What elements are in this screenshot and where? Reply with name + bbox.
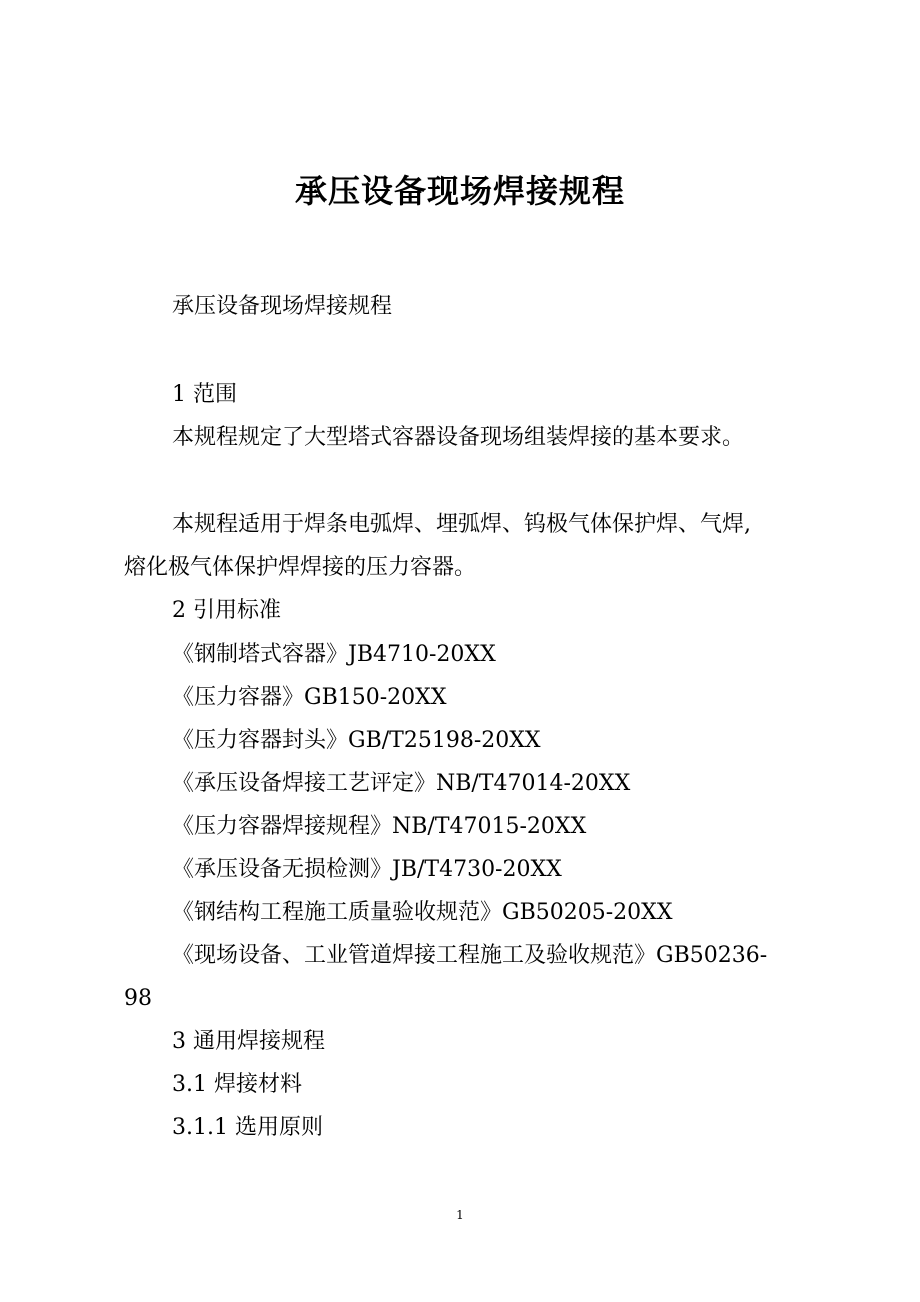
section-heading-scope: 1 范围 <box>172 382 237 407</box>
paragraph-line-continued: 熔化极气体保护焊焊接的压力容器。 <box>124 555 477 580</box>
document-title: 承压设备现场焊接规程 <box>294 172 625 210</box>
section-heading-general: 3 通用焊接规程 <box>172 1029 325 1054</box>
page-number: 1 <box>456 1208 464 1222</box>
reference-item: 《钢结构工程施工质量验收规范》GB50205-20XX <box>172 900 673 925</box>
reference-item: 《钢制塔式容器》JB4710-20XX <box>172 642 496 667</box>
reference-item: 《承压设备焊接工艺评定》NB/T47014-20XX <box>172 771 631 796</box>
reference-item: 《压力容器》GB150-20XX <box>172 685 447 710</box>
paragraph-line: 本规程规定了大型塔式容器设备现场组装焊接的基本要求。 <box>172 425 745 450</box>
paragraph-line: 本规程适用于焊条电弧焊、埋弧焊、钨极气体保护焊、气焊, <box>172 512 751 537</box>
section-heading-references: 2 引用标准 <box>172 598 281 623</box>
subtitle-line: 承压设备现场焊接规程 <box>172 294 393 319</box>
reference-item: 《承压设备无损检测》JB/T4730-20XX <box>172 857 562 882</box>
reference-item: 《压力容器焊接规程》NB/T47015-20XX <box>172 814 587 839</box>
subsection-heading: 3.1.1 选用原则 <box>172 1115 323 1140</box>
reference-item: 《现场设备、工业管道焊接工程施工及验收规范》GB50236- <box>172 943 768 968</box>
reference-item-continued: 98 <box>124 986 152 1011</box>
subsection-heading: 3.1 焊接材料 <box>172 1072 302 1097</box>
reference-item: 《压力容器封头》GB/T25198-20XX <box>172 728 541 753</box>
